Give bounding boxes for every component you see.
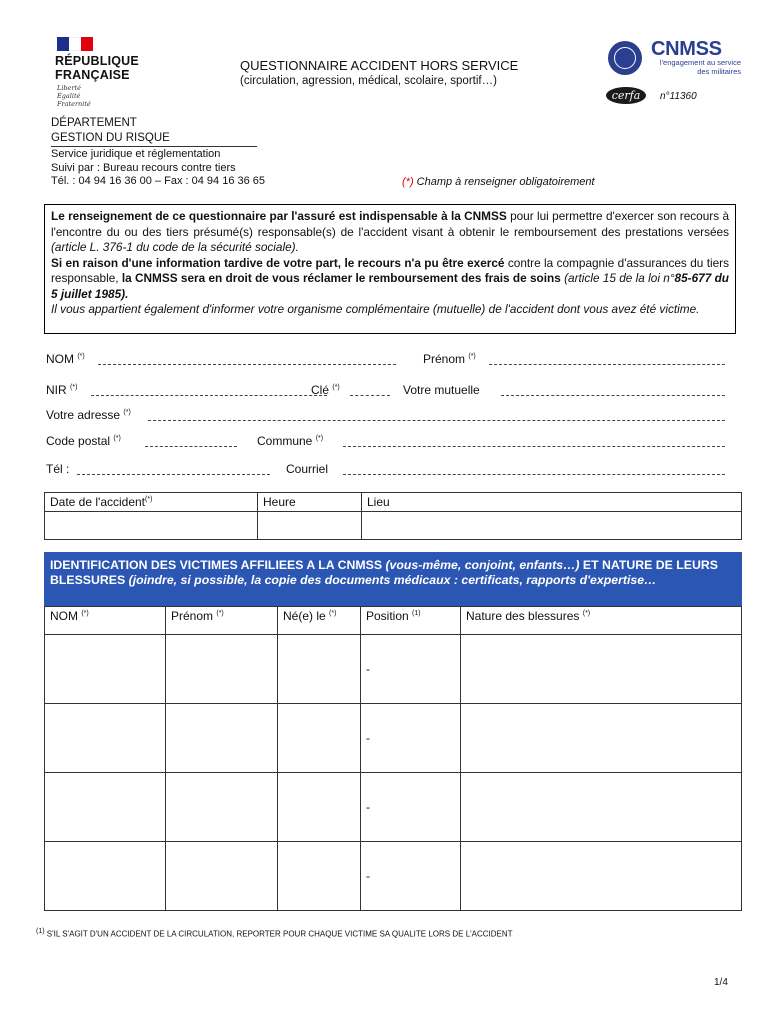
- tel-label: Tél :: [46, 462, 70, 476]
- cnmss-tagline: l'engagement au service des militaires: [659, 58, 741, 76]
- prenom-label: Prénom (*): [423, 352, 476, 366]
- code-postal-label: Code postal (*): [46, 434, 121, 448]
- page-number: 1/4: [714, 977, 728, 988]
- department-divider: [51, 146, 257, 147]
- victim-position-cell[interactable]: -: [361, 635, 461, 704]
- victim-nom-cell[interactable]: [45, 635, 166, 704]
- victim-position-cell[interactable]: -: [361, 704, 461, 773]
- courriel-label: Courriel: [286, 462, 329, 476]
- victim-blessures-cell[interactable]: [461, 773, 742, 842]
- table-row: [45, 635, 742, 704]
- cerfa-number: n°11360: [660, 91, 697, 102]
- victim-naissance-cell[interactable]: [278, 773, 361, 842]
- col-position: Position $^{(1)}$: [361, 607, 461, 635]
- col-prenom: Prénom (*): [166, 607, 278, 635]
- republique-francaise-logo: RÉPUBLIQUE FRANÇAISE: [55, 54, 139, 82]
- cle-label: Clé (*): [311, 383, 340, 397]
- col-nature-blessures: Nature des blessures (*): [461, 607, 742, 635]
- mutuelle-input[interactable]: [501, 382, 725, 396]
- col-nom: NOM (*): [45, 607, 166, 635]
- courriel-input[interactable]: [343, 461, 725, 475]
- heure-header: Heure: [258, 493, 362, 512]
- date-header: Date de l'accident(*): [45, 493, 258, 512]
- commune-input[interactable]: [343, 433, 725, 447]
- victim-naissance-cell[interactable]: [278, 704, 361, 773]
- code-postal-input[interactable]: [145, 433, 237, 447]
- cerfa-logo: cerfa: [606, 87, 646, 104]
- cle-input[interactable]: [350, 382, 390, 396]
- adresse-input[interactable]: [148, 407, 725, 421]
- mandatory-field-note: (*) Champ à renseigner obligatoirement: [402, 176, 595, 188]
- prenom-input[interactable]: [489, 351, 725, 365]
- victim-prenom-cell[interactable]: [166, 842, 278, 911]
- adresse-label: Votre adresse (*): [46, 408, 131, 422]
- nom-label: NOM (*): [46, 352, 85, 366]
- victim-blessures-cell[interactable]: [461, 842, 742, 911]
- nir-input[interactable]: [91, 382, 327, 396]
- lieu-input[interactable]: [362, 512, 742, 540]
- tel-input[interactable]: [77, 461, 270, 475]
- victim-position-cell[interactable]: -: [361, 842, 461, 911]
- victim-prenom-cell[interactable]: [166, 635, 278, 704]
- victims-section-header: IDENTIFICATION DES VICTIMES AFFILIEES A LA CNMSS (vous-même, conjoint, enfants…) ET NATURE DE LEURS BLESSURES (joindre, si possible, la copie des documents médicaux : certificats, rapports d'expertise…: [44, 552, 742, 606]
- accident-table: [44, 492, 742, 540]
- date-input[interactable]: [45, 512, 258, 540]
- document-subtitle: (circulation, agression, médical, scolaire, sportif…): [240, 75, 497, 87]
- mutuelle-label: Votre mutuelle: [403, 383, 480, 397]
- republic-motto: Liberté Égalité Fraternité: [57, 84, 91, 108]
- victims-table: [44, 606, 742, 911]
- heure-input[interactable]: [258, 512, 362, 540]
- info-box: Le renseignement de ce questionnaire par l'assuré est indispensable à la CNMSS pour lui permettre d'exercer son recours à l'encontre du ou des tiers présumé(s) responsable(s) de l'accident visant à obtenir le remboursement des prestations versées (article L. 376-1 du code de la sécurité sociale). Si en raison d'une information tardive de votre part, le recours n'a pu être exercé contre la compagnie d'assurances du tiers responsable, la CNMSS sera en droit de vous réclamer le remboursement des frais de soins (article 15 de la loi n°85-677 du 5 juillet 1985). Il vous appartient également d'informer votre organisme complémentaire (mutuelle) de l'accident dont vous avez été victime.: [44, 204, 736, 334]
- victim-prenom-cell[interactable]: [166, 704, 278, 773]
- nom-input[interactable]: [98, 351, 396, 365]
- french-flag-logo: [57, 37, 93, 51]
- victim-naissance-cell[interactable]: [278, 842, 361, 911]
- table-row: [45, 704, 742, 773]
- cnmss-seal-icon: [608, 41, 642, 75]
- victim-naissance-cell[interactable]: [278, 635, 361, 704]
- victim-prenom-cell[interactable]: [166, 773, 278, 842]
- victim-blessures-cell[interactable]: [461, 635, 742, 704]
- document-title: QUESTIONNAIRE ACCIDENT HORS SERVICE: [240, 58, 519, 73]
- service-contact: Service juridique et réglementation Suivi par : Bureau recours contre tiers Tél. : 04 94 16 36 00 – Fax : 04 94 16 36 65: [51, 148, 266, 187]
- victim-nom-cell[interactable]: [45, 842, 166, 911]
- commune-label: Commune (*): [257, 434, 324, 448]
- table-row: [45, 773, 742, 842]
- col-naissance: Né(e) le (*): [278, 607, 361, 635]
- victim-position-cell[interactable]: -: [361, 773, 461, 842]
- lieu-header: Lieu: [362, 493, 742, 512]
- department-name: DÉPARTEMENT GESTION DU RISQUE: [51, 117, 170, 144]
- cnmss-logo-text: CNMSS: [651, 38, 722, 60]
- victim-blessures-cell[interactable]: [461, 704, 742, 773]
- nir-label: NIR (*): [46, 383, 78, 397]
- footnote: $^{(1)}$ S'IL S'AGIT D'UN ACCIDENT DE LA CIRCULATION, REPORTER POUR CHAQUE VICTIME SA QUALITE LORS DE L'ACCIDENT: [36, 928, 513, 939]
- victim-nom-cell[interactable]: [45, 773, 166, 842]
- victim-nom-cell[interactable]: [45, 704, 166, 773]
- table-row: [45, 842, 742, 911]
